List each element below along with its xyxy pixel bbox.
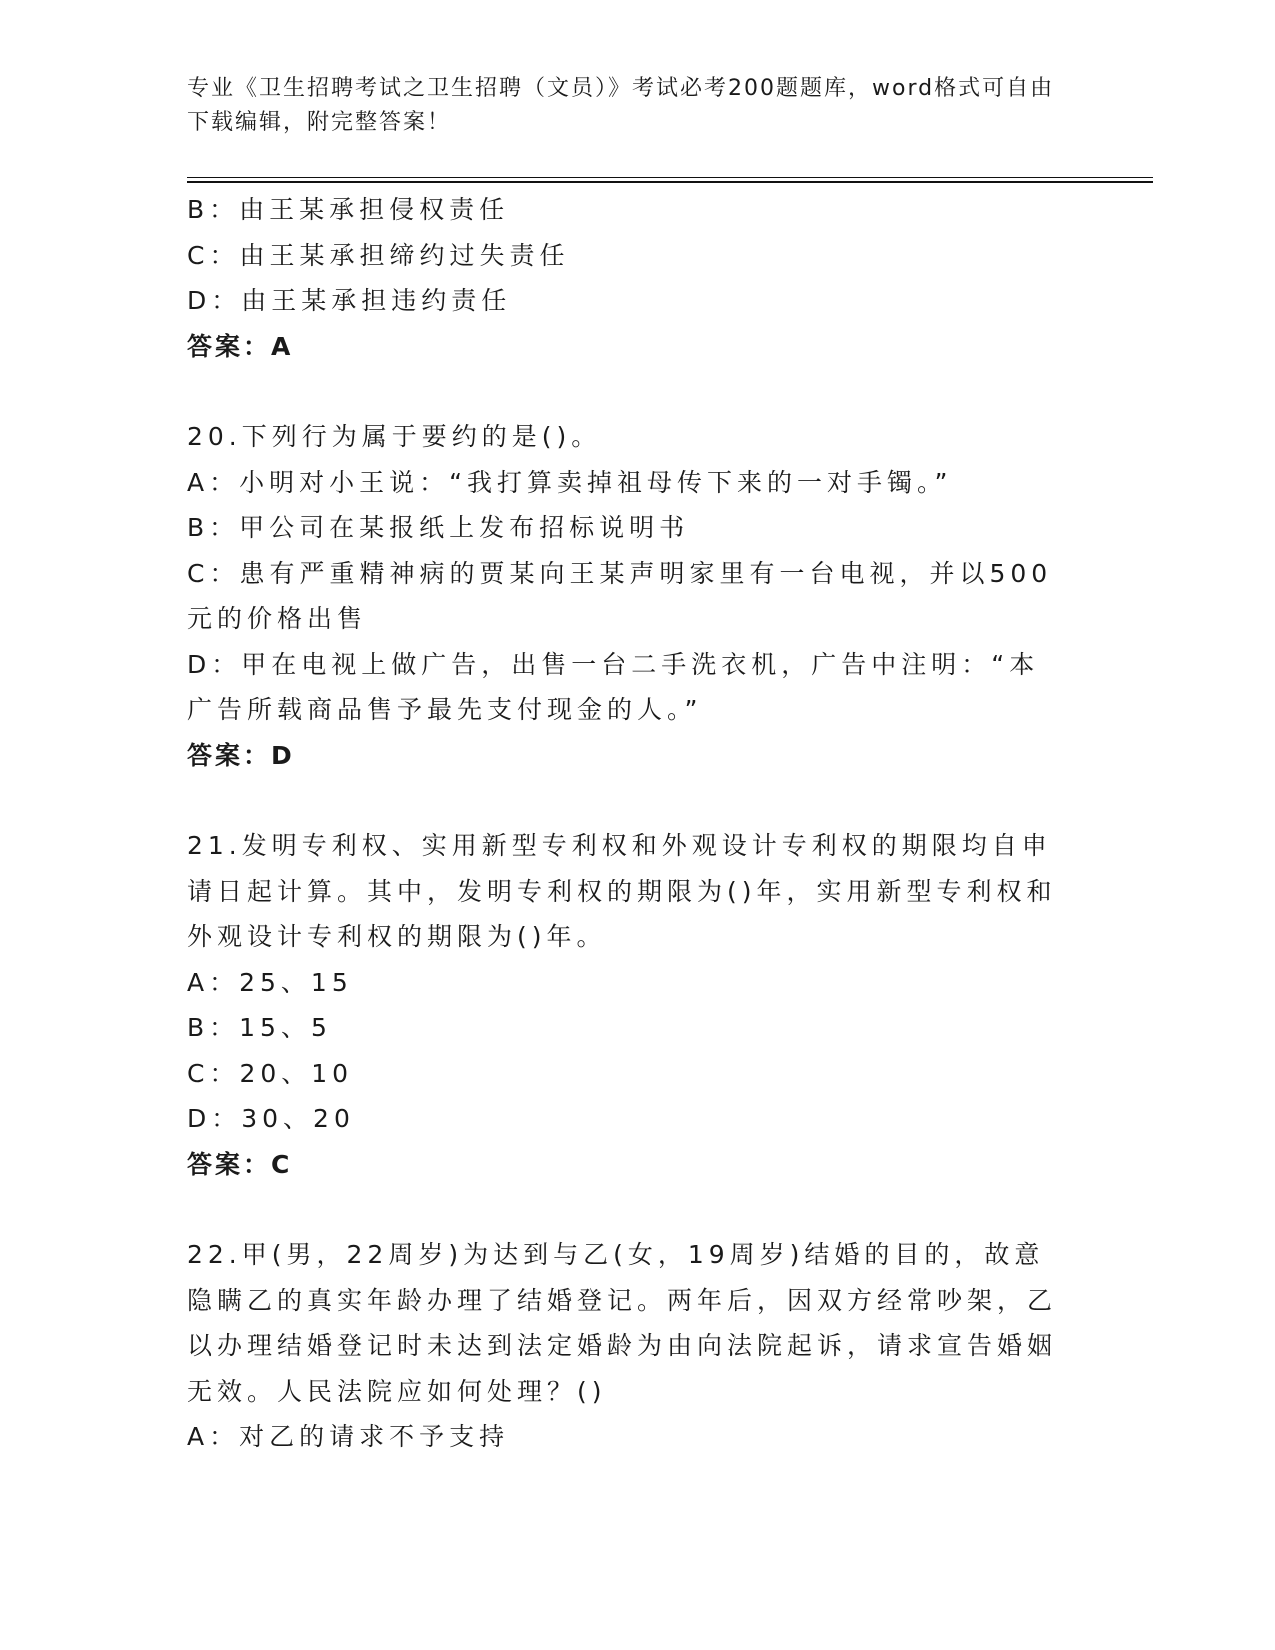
- option-a: A：对乙的请求不予支持: [187, 1422, 510, 1451]
- option-d: D：甲在电视上做广告，出售一台二手洗衣机，广告中注明：“本广告所载商品售予最先支付现金的人。”: [187, 649, 1040, 724]
- question-stem: 20.下列行为属于要约的是()。: [187, 422, 602, 451]
- option-d: D：由王某承担违约责任: [187, 286, 512, 315]
- option-c: C：由王某承担缔约过失责任: [187, 240, 570, 270]
- option-c: C：患有严重精神病的贾某向王某声明家里有一台电视，并以500元的价格出售: [187, 558, 1053, 633]
- question-stem: 22.甲(男，22周岁)为达到与乙(女，19周岁)结婚的目的，故意隐瞒乙的真实年龄办理了结婚登记。两年后，因双方经常吵架，乙以办理结婚登记时未达到法定婚龄为由向法院起诉，请求宣告婚姻无效。人民法院应如何处理？(): [187, 1240, 1058, 1406]
- option-c: C：20、10: [187, 1058, 354, 1088]
- option-b: B：由王某承担侵权责任: [187, 195, 510, 224]
- answer: 答案：C: [187, 1149, 293, 1179]
- option-a: A：25、15: [187, 967, 353, 997]
- question-20: [187, 414, 1067, 778]
- answer: 答案：A: [187, 331, 294, 361]
- option-b: B：15、5: [187, 1013, 332, 1042]
- document-body: [187, 187, 1067, 1460]
- option-a: A：小明对小王说：“我打算卖掉祖母传下来的一对手镯。”: [187, 467, 953, 497]
- question-22: [187, 1232, 1067, 1460]
- option-b: B：甲公司在某报纸上发布招标说明书: [187, 513, 690, 542]
- header-rule-thin: [187, 177, 1153, 178]
- question-21: [187, 823, 1067, 1187]
- question-stem: 21.发明专利权、实用新型专利权和外观设计专利权的期限均自申请日起计算。其中，发明专利权的期限为()年，实用新型专利权和外观设计专利权的期限为()年。: [187, 831, 1057, 951]
- answer: 答案：D: [187, 740, 295, 770]
- question-19-continued: [187, 187, 1067, 369]
- document-header: 专业《卫生招聘考试之卫生招聘（文员）》考试必考200题题库，word格式可自由下载编辑，附完整答案！: [187, 76, 1055, 135]
- header-rule-thick: [187, 181, 1153, 183]
- option-d: D：30、20: [187, 1104, 355, 1133]
